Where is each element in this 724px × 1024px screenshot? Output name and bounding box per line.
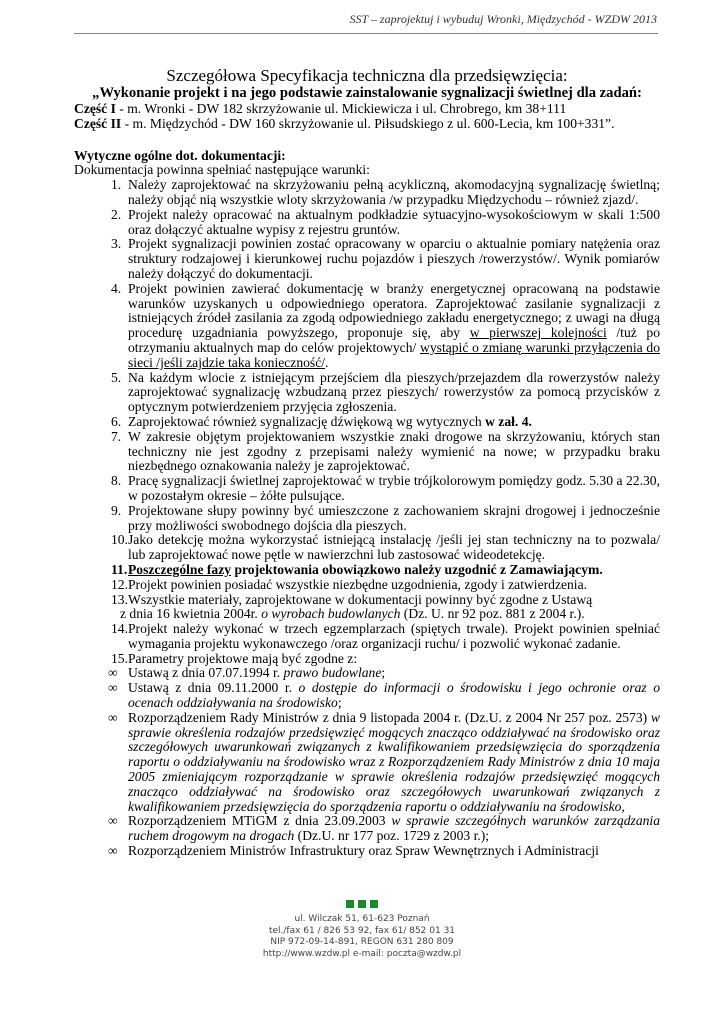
running-header: SST – zaprojektuj i wybuduj Wronki, Międzychód - WZDW 2013 bbox=[349, 12, 657, 26]
list-item: 1. Należy zaprojektować na skrzyżowaniu pełną acykliczną, akomodacyjną sygnalizację świetlną; należy objąć nią wszystkie wloty skrzyżowania /w przypadku Międzychodu – również zjazd/. bbox=[111, 177, 660, 207]
list-item: 11. Poszczególne fazy projektowania obowiązkowo należy uzgodnić z Zamawiającym. bbox=[111, 561, 603, 577]
list-item: 10. Jako detekcję można wykorzystać istniejącą instalację /jeśli jej stan techniczny na to pozwala/ lub zaprojektować nowe pętle w nawierzchni lub zastosować wideodetekcję. bbox=[111, 532, 660, 563]
part-1 bbox=[74, 102, 660, 117]
document-subtitle: „Wykonanie projekt i na jego podstawie zainstalowanie sygnalizacji świetlnej dla zadań: bbox=[92, 85, 642, 101]
list-item: ∞ Ustawą z dnia 07.07.1994 r. prawo budowlane; bbox=[108, 665, 386, 681]
list-item: 6. Zaprojektować również sygnalizację dźwiękową wg wytycznych w zał. 4. bbox=[111, 413, 532, 429]
legal-references bbox=[74, 666, 660, 858]
list-item: 7. W zakresie objętym projektowaniem wszystkie znaki drogowe na skrzyżowaniu, których stan techniczny nie jest zgodny z przepisami należy wymienić na nowe; w przypadku braku niezbędnego oznakowania należy je zaprojektować. bbox=[111, 428, 660, 474]
list-item: ∞ Rozporządzeniem Ministrów Infrastruktury oraz Spraw Wewnętrznych i Administracji bbox=[108, 843, 599, 859]
document-title: Szczegółowa Specyfikacja techniczna dla przedsięwzięcia: bbox=[166, 66, 568, 85]
footer-phone: tel./fax 61 / 826 53 92, fax 61/ 852 01 31 bbox=[268, 925, 456, 936]
section-heading: Wytyczne ogólne dot. dokumentacji: bbox=[74, 147, 286, 163]
part-text: - m. Międzychód - DW 160 skrzyżowanie ul. Piłsudskiego z ul. 600-Lecia, km 100+331”. bbox=[121, 115, 615, 131]
list-item: ∞ Ustawą z dnia 09.11.2000 r. o dostępie do informacji o środowisku i jego ochronie oraz o ocenach oddziaływania na środowisko; bbox=[108, 680, 661, 711]
part-text: - m. Wronki - DW 182 skrzyżowanie ul. Mickiewicza i ul. Chrobrego, km 38+111 bbox=[115, 101, 567, 116]
section-intro: Dokumentacja powinna spełniać następujące warunki: bbox=[74, 162, 370, 178]
list-item: 8. Pracę sygnalizacji świetlnej zaprojektować w trybie trójkolorowym pomiędzy godz. 5.30 a 22.30, w pozostałym okresie – żółte pulsujące. bbox=[111, 473, 660, 503]
footer-address: ul. Wilczak 51, 61-623 Poznań bbox=[294, 914, 430, 924]
list-item: 2. Projekt należy opracować na aktualnym podkładzie sytuacyjno-wysokościowym w skali 1:500 oraz dołączyć aktualne wypisy z rejestru gruntów. bbox=[111, 206, 660, 237]
footer-contact: http://www.wzdw.pl e-mail: poczta@wzdw.pl bbox=[262, 948, 462, 959]
part-label: Część I bbox=[74, 101, 116, 116]
list-item: 13. Wszystkie materiały, zaprojektowane w dokumentacji powinny być zgodne z Ustawą z dnia 16 kwietnia 2004r. o wyrobach budowlanych (Dz. U. nr 92 poz. 881 z 2004 r.). bbox=[111, 591, 593, 622]
header-rule bbox=[74, 33, 658, 34]
logo-square bbox=[358, 900, 366, 908]
document-body bbox=[74, 66, 660, 859]
list-item: 3. Projekt sygnalizacji powinien zostać opracowany w oparciu o aktualnie pomiary natężenia oraz struktury rodzajowej i kierunkowej ruchu pojazdów i pieszych /rowerzystów/. Wynik pomiarów należy dołączyć do dokumentacji. bbox=[111, 236, 660, 281]
logo-square bbox=[370, 900, 378, 908]
list-item: 12. Projekt powinien posiadać wszystkie niezbędne uzgodnienia, zgody i zatwierdzenia. bbox=[111, 576, 588, 592]
list-item: 14. Projekt należy wykonać w trzech egzemplarzach (spiętych trwale). Projekt powinien spełniać wymagania projektu wykonawczego /oraz organizacji ruchu/ i pozwolić wykonać zadanie. bbox=[111, 621, 660, 651]
list-item: ∞ Rozporządzeniem Rady Ministrów z dnia 9 listopada 2004 r. (Dz.U. z 2004 Nr 257 poz. 2573) w sprawie określenia rodzajów przedsięwzięć mogących znacząco oddziaływać na środowisko oraz szczegółowych uwarunkowań związanych z kwalifikowaniem przedsięwzięcia do sporządzenia raportu o oddziaływaniu na środowisko wraz z Rozporządzeniem Rady Ministrów z dnia 10 maja 2005 zmieniającym rozporządzanie w sprawie określenia rodzajów przedsięwzięć mogących znacząco oddziaływać na środowisko oraz szczegółowych uwarunkowań związanych z kwalifikowaniem przedsięwzięcia do sporządzenia raportu o oddziaływaniu na środowisko, bbox=[108, 709, 660, 814]
footer-tax-ids: NIP 972-09-14-891, REGON 631 280 809 bbox=[270, 937, 454, 947]
list-item: 9. Projektowane słupy powinny być umieszczone z zachowaniem skrajni drogowej i jednocześnie przy możliwości swobodnego dojścia dla pieszych. bbox=[111, 502, 660, 533]
part-label: Część II bbox=[74, 115, 122, 131]
list-item: 4. Projekt powinien zawierać dokumentację w branży energetycznej opracowaną na podstawie warunków uzyskanych u odpowiedniego operatora. Zaprojektować zasilanie sygnalizacji z istniejących źródeł zasilania za zgodą odpowiedniego zakładu energetycznego; z uwagi na długą procedurę uzgadniania powyższego, proponuje się, aby w pierwszej kolejności /tuż po otrzymaniu aktualnych map do celów projektowych/ wystąpić o zmianę warunki przyłączenia do sieci /jeśli zajdzie taka konieczność/. bbox=[111, 280, 661, 370]
part-2 bbox=[74, 117, 660, 132]
requirements-list bbox=[74, 178, 660, 666]
list-item: 5. Na każdym wlocie z istniejącym przejściem dla pieszych/przejazdem dla rowerzystów należy zaprojektować sygnalizację wzbudzaną przez pieszych/ rowerzystów za pomocą przycisków z optycznym potwierdzeniem przyjęcia zgłoszenia. bbox=[111, 369, 660, 415]
logo-square bbox=[346, 900, 354, 908]
page-footer bbox=[0, 900, 724, 960]
footer-logo-squares bbox=[0, 900, 724, 908]
list-item: 15. Parametry projektowe mają być zgodne z: bbox=[111, 650, 358, 666]
list-item: ∞ Rozporządzeniem MTiGM z dnia 23.09.2003 w sprawie szczegółnych warunków zarządzania ruchem drogowym na drogach (Dz.U. nr 177 poz. 1729 z 2003 r.); bbox=[108, 813, 660, 844]
